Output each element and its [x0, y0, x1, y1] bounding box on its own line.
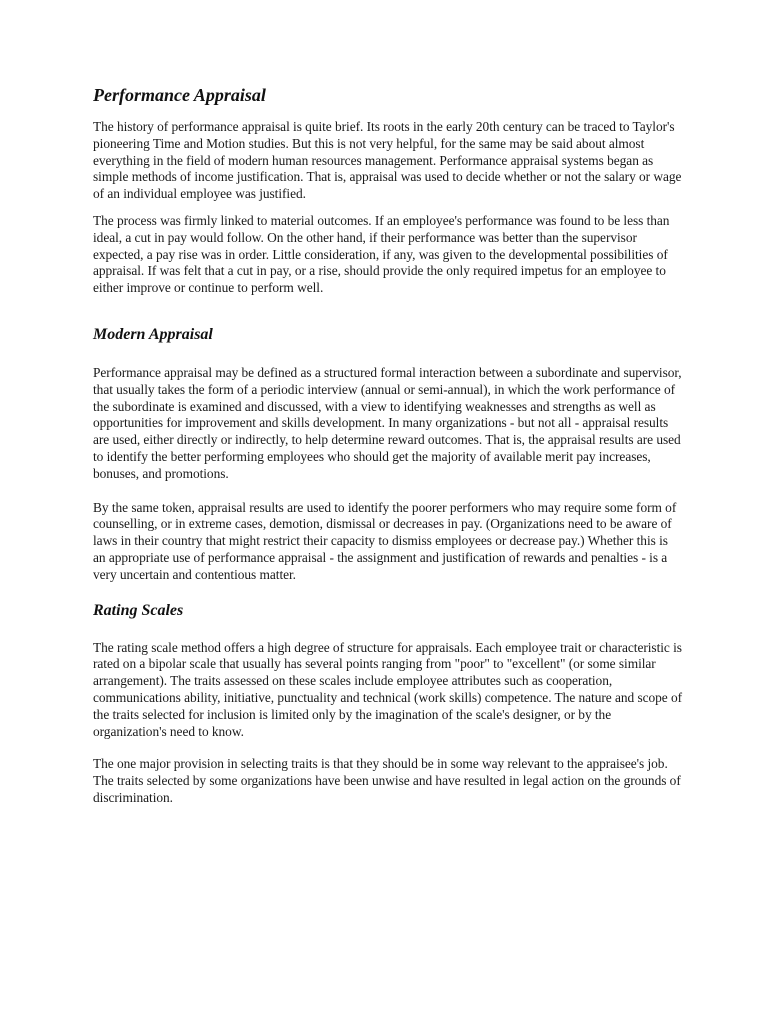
modern-appraisal-paragraph-1: Performance appraisal may be defined as a structured formal interaction between a subordinate and supervisor, that usually takes the form of a periodic interview (annual or semi-annual), in which the work performance of the subordinate is examined and discussed, with a view to identifying weaknesses and strengths as well as opportunities for improvement and skills development. In many organizations - but not all - appraisal results are used, either directly or indirectly, to help determine reward outcomes. That is, the appraisal results are used to identify the better performing employees who should get the majority of available merit pay increases, bonuses, and promotions.: [93, 364, 682, 481]
page-title: Performance Appraisal: [93, 85, 266, 105]
section-heading-rating-scales: Rating Scales: [93, 601, 184, 619]
section-heading-modern-appraisal: Modern Appraisal: [93, 325, 213, 343]
intro-paragraph-1: The history of performance appraisal is quite brief. Its roots in the early 20th century can be traced to Taylor's pioneering Time and Motion studies. But this is not very helpful, for the same may be said about almost everything in the field of modern human resources management. Performance appraisal systems began as simple methods of income justification. That is, appraisal was used to decide whether or not the salary or wage of an individual employee was justified.: [93, 119, 682, 202]
modern-appraisal-paragraph-2: By the same token, appraisal results are used to identify the poorer performers who may require some form of counselling, or in extreme cases, demotion, dismissal or decreases in pay. (Organizations need to be aware of laws in their country that might restrict their capacity to dismiss employees or decrease pay.) Whether this is an appropriate use of performance appraisal - the assignment and justification of rewards and penalties - is a very uncertain and contentious matter.: [93, 499, 677, 582]
intro-paragraph-2: The process was firmly linked to material outcomes. If an employee's performance was found to be less than ideal, a cut in pay would follow. On the other hand, if their performance was better than the supervisor expected, a pay rise was in order. Little consideration, if any, was given to the developmental possibilities of appraisal. If was felt that a cut in pay, or a rise, should provide the only required impetus for an employee to either improve or continue to perform well.: [93, 212, 670, 296]
rating-scales-paragraph-1: The rating scale method offers a high degree of structure for appraisals. Each employee trait or characteristic is rated on a bipolar scale that usually has several points ranging from "poor" to "excellent" (or some similar arrangement). The traits assessed on these scales include employee attributes such as cooperation, communications ability, initiative, punctuality and technical (work skills) competence. The nature and scope of the traits selected for inclusion is limited only by the imagination of the scale's designer, or by the organization's need to know.: [93, 639, 683, 739]
document-page: [93, 84, 683, 807]
rating-scales-paragraph-2: The one major provision in selecting traits is that they should be in some way relevant to the appraisee's job. The traits selected by some organizations have been unwise and have resulted in legal action on the grounds of discrimination.: [93, 756, 681, 805]
